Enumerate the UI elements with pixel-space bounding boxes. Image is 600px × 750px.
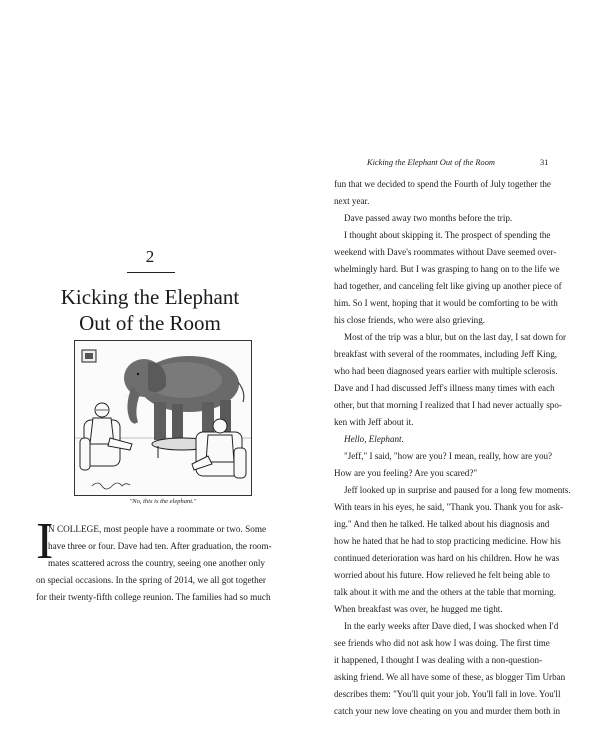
body-line: In the early weeks after Dave died, I was shocked when I'd bbox=[344, 621, 559, 631]
body-line: see friends who did not ask how I was doing. The first time bbox=[334, 638, 550, 648]
chapter-title-line-1: Kicking the Elephant bbox=[60, 285, 240, 309]
body-line: how he hated that he had to stop practicing medicine. How his bbox=[334, 536, 561, 546]
body-line: on special occasions. In the spring of 2014, we all got together bbox=[36, 575, 266, 585]
drop-cap: I bbox=[36, 513, 54, 570]
body-line: I thought about skipping it. The prospect of spending the bbox=[344, 230, 551, 240]
body-line: for their twenty-fifth college reunion. The families had so much bbox=[36, 592, 271, 602]
body-line: catch your new love cheating on you and murder them both in bbox=[334, 706, 561, 716]
body-line: whelmingly hard. But I was grasping to hang on to the life we bbox=[334, 264, 560, 274]
body-line: N COLLEGE, most people have a roommate or two. Some bbox=[48, 524, 267, 534]
body-line: who had been diagnosed years earlier with multiple sclerosis. bbox=[334, 366, 558, 376]
chapter-rule bbox=[127, 272, 175, 273]
body-line: Most of the trip was a blur, but on the last day, I sat down for bbox=[344, 332, 567, 342]
body-line: mates scattered across the country, seeing one another only bbox=[48, 558, 266, 568]
body-line: him. So I went, hoping that it would be comforting to be with bbox=[334, 298, 558, 308]
body-line: had together, and canceling felt like giving up another piece of bbox=[334, 281, 562, 291]
body-line: his close friends, who were also grieving. bbox=[334, 315, 486, 325]
body-line: talk about it with me and the others at the table that morning. bbox=[334, 587, 556, 597]
body-line: Jeff looked up in surprise and paused for a long few moments. bbox=[344, 485, 571, 495]
body-line: ing." And then he talked. He talked about his diagnosis and bbox=[334, 519, 550, 529]
body-line: "Jeff," I said, "how are you? I mean, really, how are you? bbox=[344, 451, 553, 461]
body-line: Dave passed away two months before the trip. bbox=[344, 213, 513, 223]
running-head: Kicking the Elephant Out of the Room bbox=[367, 158, 495, 167]
body-line: ken with Jeff about it. bbox=[334, 417, 414, 427]
body-line: next year. bbox=[334, 196, 370, 206]
body-line: Dave and I had discussed Jeff's illness many times with each bbox=[334, 383, 555, 393]
body-line: How are you feeling? Are you scared?" bbox=[334, 468, 478, 478]
page-number: 31 bbox=[540, 158, 549, 167]
body-line: it happened, I thought I was dealing with a non-question- bbox=[334, 655, 543, 665]
right-page bbox=[300, 0, 600, 750]
body-line: asking friend. We all have some of these, as blogger Tim Urban bbox=[334, 672, 566, 682]
body-line: other, but that morning I realized that I had never actually spo- bbox=[334, 400, 562, 410]
body-line: weekend with Dave's roommates without Dave seemed over- bbox=[334, 247, 557, 257]
body-line: breakfast with several of the roommates, including Jeff King, bbox=[334, 349, 558, 359]
body-line: have three or four. Dave had ten. After graduation, the room- bbox=[48, 541, 272, 551]
elephant-cartoon-image bbox=[74, 340, 252, 496]
body-line: Hello, Elephant. bbox=[344, 434, 404, 444]
body-line: describes them: "You'll quit your job. You'll fall in love. You'll bbox=[334, 689, 561, 699]
body-line: worried about his future. How relieved he felt being able to bbox=[334, 570, 550, 580]
chapter-number: 2 bbox=[145, 247, 155, 266]
body-line: When breakfast was over, he hugged me tight. bbox=[334, 604, 503, 614]
body-line: With tears in his eyes, he said, "Thank you. Thank you for ask- bbox=[334, 502, 564, 512]
body-line: fun that we decided to spend the Fourth of July together the bbox=[334, 179, 551, 189]
chapter-title bbox=[30, 284, 270, 336]
body-line: continued deterioration was hard on his children. How he was bbox=[334, 553, 560, 563]
chapter-title-line-2: Out of the Room bbox=[79, 311, 221, 335]
cartoon-caption: "No, this is the elephant." bbox=[129, 498, 197, 505]
